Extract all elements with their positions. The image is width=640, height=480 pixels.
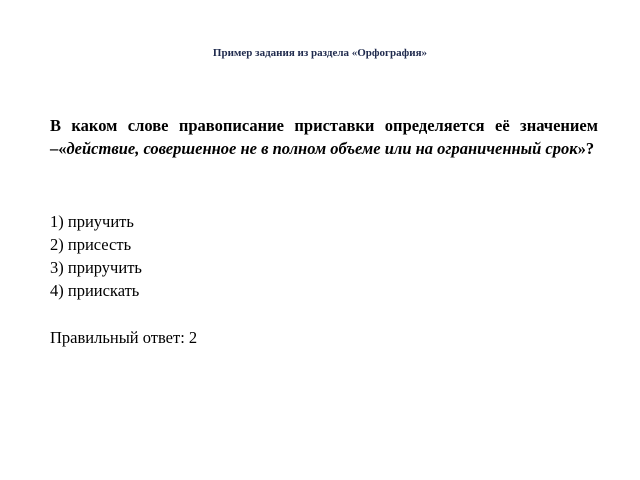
option-3: 3) приручить bbox=[50, 258, 142, 277]
answer-options bbox=[50, 210, 450, 302]
question-tail: »? bbox=[577, 139, 595, 158]
option-2: 2) присесть bbox=[50, 235, 132, 254]
question-lead: В каком слове правописание приставки определяется её значением –« bbox=[50, 116, 598, 158]
correct-answer: Правильный ответ: 2 bbox=[50, 328, 198, 347]
option-4: 4) приискать bbox=[50, 281, 140, 300]
slide-title: Пример задания из раздела «Орфография» bbox=[212, 47, 428, 59]
question-text bbox=[50, 114, 598, 160]
question-definition: действие, совершенное не в полном объеме или на ограниченный срок bbox=[66, 139, 578, 158]
option-1: 1) приучить bbox=[50, 212, 134, 231]
